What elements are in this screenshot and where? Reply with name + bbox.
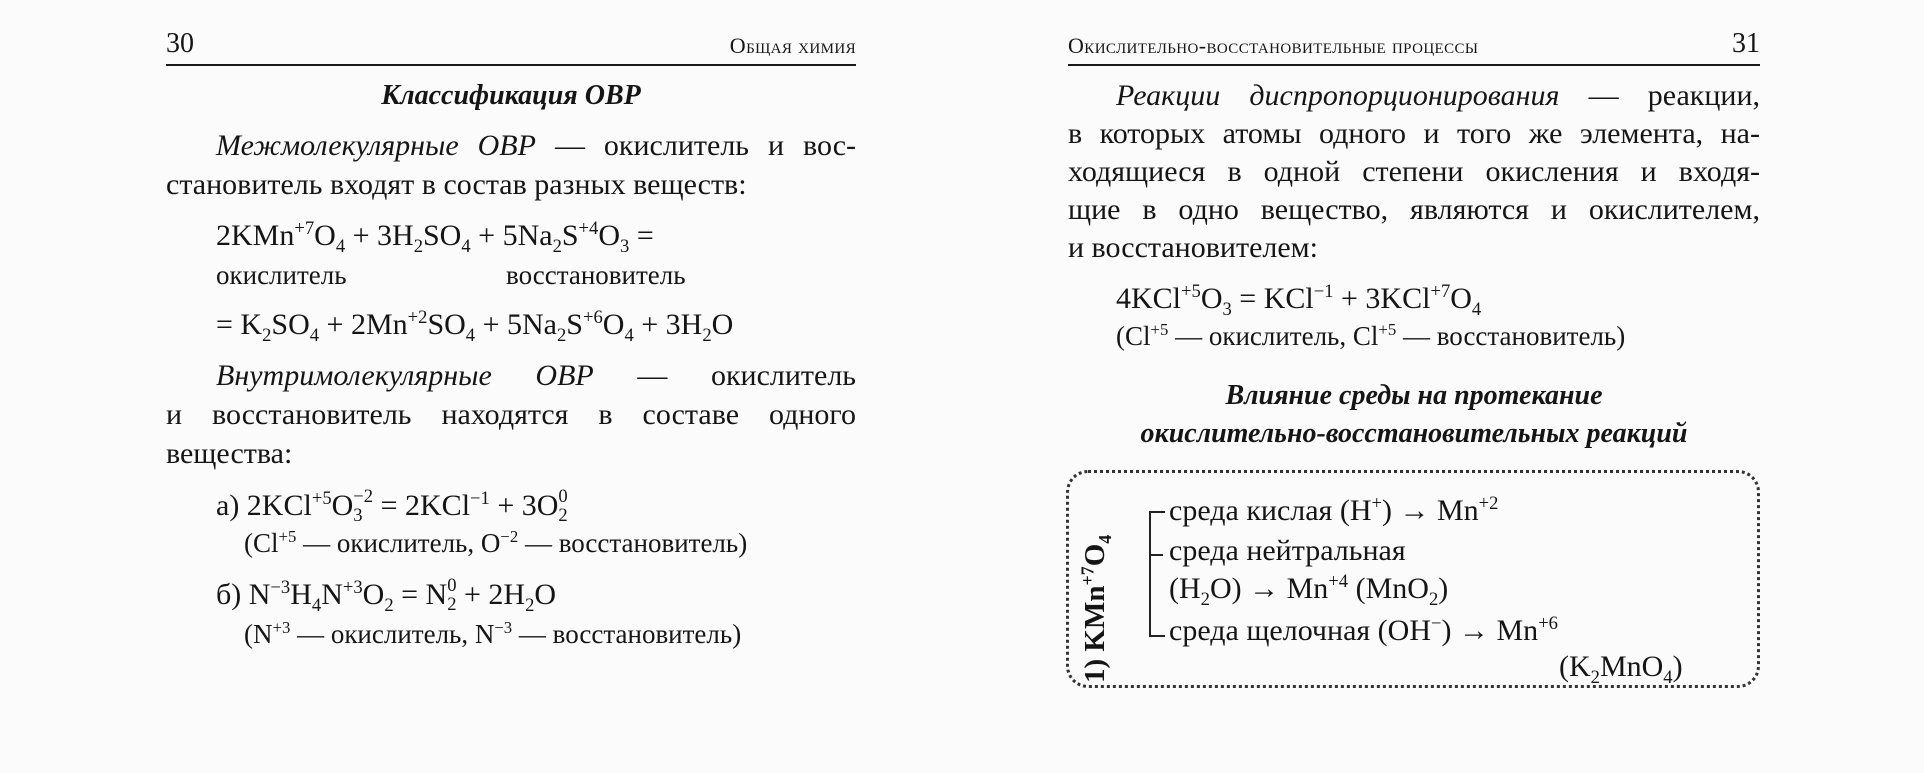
paragraph-line: и восстановителем: [1068, 231, 1318, 264]
section-heading: Классификация ОВР [381, 80, 641, 111]
note-b: ($N^{+3}$ — окислитель, $N^{-3}$ — восстановитель) [244, 618, 742, 649]
paragraph-line: ходящиеся в одной степени окисления и входя- [1068, 155, 1760, 188]
equation-a: а) 2KCl$^{+5}$O −2 3 = 2KCl$^{-1}$ + 3O 0 2 [216, 485, 568, 527]
note-a: ($Cl^{+5}$ — окислитель, $O^{-2}$ — восстановитель) [244, 527, 748, 558]
label-reducer: восстановитель [506, 260, 686, 290]
paragraph-line: вещества: [166, 437, 293, 470]
paragraph-line: и восстановитель находятся в составе одного [166, 398, 856, 431]
medium-neutral: среда нейтральная [1169, 534, 1406, 567]
equation-2: = $K_2SO_4 + 2Mn^{+2}SO_4 + 5Na_2S^{+6}O_4 + 3H_2O$ [216, 307, 734, 346]
label-oxidizer: окислитель [216, 260, 347, 290]
paragraph-line: Межмолекулярные ОВР — окислитель и вос- [216, 129, 857, 162]
page-number: 30 [166, 28, 194, 59]
paragraph-line: Внутримолекулярные ОВР — окислитель [216, 359, 856, 392]
left-page-header [166, 28, 856, 66]
paragraph-line: становитель входят в состав разных веществ: [166, 168, 747, 201]
section-heading: Влияние среды на протекание [1225, 380, 1603, 411]
kmno4-medium-box [1066, 470, 1760, 688]
note-disproportionation: ($Cl^{+5}$ — окислитель, $Cl^{+5}$ — восстановитель) [1116, 320, 1626, 351]
running-head: Окислительно-восстановительные процессы [1068, 33, 1479, 58]
bracket-tick [1149, 554, 1163, 556]
section-heading: окислительно-восстановительных реакций [1140, 418, 1688, 449]
running-head: Общая химия [729, 33, 856, 58]
paragraph-line: Реакции диспропорционирования — реакции, [1116, 79, 1761, 112]
paragraph-line: щие в одно вещество, являются и окислителем, [1068, 193, 1760, 226]
medium-acid: среда кислая $(H^+) \to Mn^{+2}$ [1169, 493, 1499, 527]
medium-alkaline-product: $(K_2MnO_4)$ [1559, 650, 1683, 688]
medium-alkaline: среда щелочная $(OH^-) \to Mn^{+6}$ [1169, 613, 1558, 647]
kmno4-label: 1) $KMn^{+7}O_4$ [1077, 534, 1115, 683]
bracket [1149, 511, 1165, 637]
equation-b: б) $N^{-3}H_4N^{+3}O_2 = N$ 0 2 + $2H_2O$ [216, 574, 557, 616]
page-number: 31 [1732, 28, 1760, 59]
equation-1: $2KMn^{+7}O_4 + 3H_2SO_4 + 5Na_2S^{+4}O_3$ = [216, 218, 654, 257]
paragraph-line: в которых атомы одного и того же элемента, на- [1068, 117, 1760, 150]
right-page-header [1068, 28, 1760, 66]
medium-neutral-product: $(H_2O) \to Mn^{+4}$ (MnO$_2$) [1169, 571, 1449, 610]
equation-disproportionation: $4KCl^{+5}O_3 = KCl^{-1} + 3KCl^{+7}O_4$ [1116, 281, 1482, 320]
